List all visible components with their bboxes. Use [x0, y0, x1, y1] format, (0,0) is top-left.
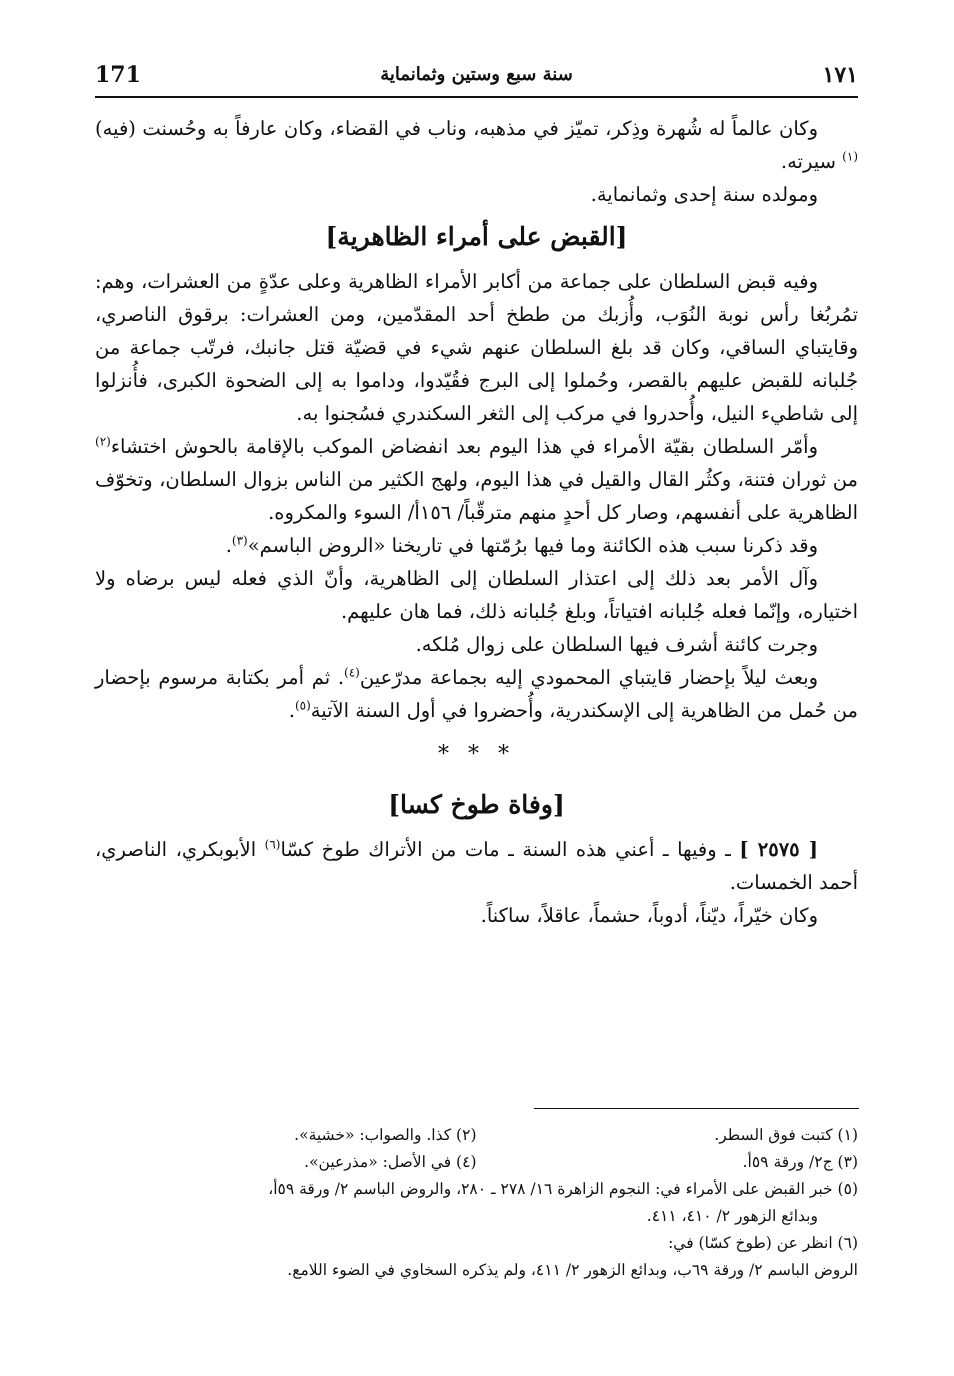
footnote-5: (٥) خبر القبض على الأمراء في: النجوم الزاهرة ١٦/ ٢٧٨ ـ ٢٨٠، والروض الباسم ٢/ ورقة ٥٩أ،: [268, 1180, 858, 1198]
paragraph: وآل الأمر بعد ذلك إلى اعتذار السلطان إلى الظاهرية، وأنّ الذي فعله ليس برضاه ولا اختياره، وإنّما فعله جُلبانه افتياتاً، وبلغ جُلبانه ذلك، فما هان عليهم.: [95, 567, 858, 623]
section-heading: [وفاة طوخ كسا]: [388, 790, 565, 819]
paragraph: [ ٢٥٧٥ ] ـ وفيها ـ أعني هذه السنة ـ مات من الأتراك طوخ كسّا$^{(٦)}$ الأبوبكري، الناصري، أحمد الخمسات.: [95, 837, 858, 894]
paragraph: وكان عالماً له شُهرة وذِكر، تميّز في مذهبه، وناب في القضاء، وكان عارفاً به وحُسنت (فيه)$^{(١)}$ سيرته.: [95, 117, 858, 173]
footnote-5-continued: وبدائع الزهور ٢/ ٤١٠، ٤١١.: [646, 1207, 818, 1225]
paragraph: وجرت كائنة أشرف فيها السلطان على زوال مُلكه.: [415, 633, 818, 656]
footnote-3: (٣) ج٢/ ورقة ٥٩أ.: [742, 1153, 858, 1171]
page-number-latin: 171: [95, 62, 141, 88]
footnote-ref: (٤): [344, 665, 360, 680]
paragraph: وقد ذكرنا سبب هذه الكائنة وما فيها برُمّتها في تاريخنا «الروض الباسم»$^{(٣)}$.: [225, 533, 818, 557]
paragraph: وبعث ليلاً بإحضار قايتباي المحمودي إليه بجماعة مدرّعين$^{(٤)}$. ثم أمر بكتابة مرسوم بإحضار من حُمل من الظاهرية إلى الإسكندرية، وأُحضروا في أول السنة الآتية$^{(٥)}$.: [95, 665, 858, 722]
paragraph: وكان خيّراً، ديّناً، أدوباً، حشماً، عاقلاً، ساكناً.: [480, 904, 818, 927]
footnote-separator: [534, 1108, 859, 1109]
footnote-ref: (١): [842, 149, 858, 164]
footnote-2: (٢) كذا. والصواب: «خشية».: [294, 1126, 477, 1144]
paragraph: وأمّر السلطان بقيّة الأمراء في هذا اليوم بعد انفضاض الموكب بالإقامة بالحوش اختشاء$^{(٢)}$ من ثوران فتنة، وكثُر القال والقيل في هذا اليوم، ولهج الكثير من الناس بزوال السلطان، وتخوّف الظاهرية على أنفسهم، وصار كل أحدٍ منهم مترقّباً/ ١٥٦أ/ السوء والمكروه.: [95, 434, 858, 524]
section-separator: * * *: [438, 742, 515, 767]
footnote-ref: (٥): [294, 698, 311, 713]
footnotes: [95, 1122, 858, 1284]
running-header: [95, 60, 858, 98]
paragraph: ومولده سنة إحدى وثمانماية.: [590, 183, 818, 206]
main-text: [95, 112, 858, 932]
footnote-ref: (٢): [95, 434, 111, 449]
running-title: سنة سبع وستين وثمانماية: [380, 64, 573, 85]
footnote-6: (٦) انظر عن (طوخ كسّا) في:: [668, 1234, 858, 1252]
footnote-6-continued: الروض الباسم ٢/ ورقة ٦٩ب، وبدائع الزهور ٢/ ٤١١، ولم يذكره السخاوي في الضوء اللامع.: [287, 1261, 858, 1279]
page-number-arabic: ١٧١: [822, 62, 858, 88]
section-heading: [القبض على أمراء الظاهرية]: [325, 222, 628, 251]
footnote-ref: (٦): [264, 837, 281, 852]
paragraph: وفيه قبض السلطان على جماعة من أكابر الأمراء الظاهرية وعلى عدّةٍ من العشرات، وهم: تمُربُغا رأس نوبة النُوَب، وأُزبك من ططخ أحد المقدّمين، ومن العشرات: برقوق الناصري، وقايتباي الساقي، وكان قد بلغ السلطان عنهم شيء في قضيّة قتل جانبك، فرتّب جماعة من جُلبانه للقبض عليهم بالقصر، وحُملوا إلى البرج فقُيّدوا، وداموا به إلى الضحوة الكبرى، فأُنزلوا إلى شاطيء النيل، وأُحدروا في مركب إلى الثغر السكندري فسُجنوا به.: [95, 270, 858, 425]
entry-number: [ ٢٥٧٥ ]: [739, 838, 819, 861]
footnote-4: (٤) في الأصل: «مذرعين».: [304, 1153, 477, 1171]
footnote-1: (١) كتبت فوق السطر.: [714, 1126, 858, 1144]
footnote-ref: (٣): [231, 533, 248, 548]
